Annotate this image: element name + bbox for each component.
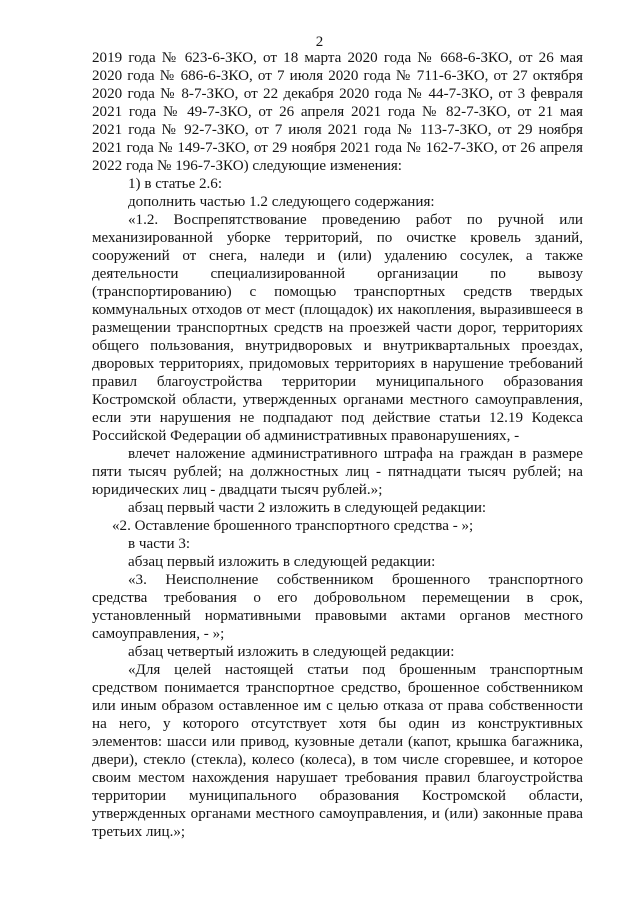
text-line: средством понимается транспортное средство, брошенное собственником [92, 680, 583, 696]
text-line: «3. Неисполнение собственником брошенного транспортного [128, 572, 583, 588]
text-line: пяти тысяч рублей; на должностных лиц - пятнадцати тысяч рублей; на [92, 464, 583, 480]
text-line: Российской Федерации об административных правонарушениях, - [92, 428, 520, 444]
text-line: дворовых территориях, придомовых территориях в нарушение требований [92, 356, 583, 372]
text-line: юридических лиц - двадцати тысяч рублей.»; [92, 482, 383, 498]
text-line: установленный нормативными правовыми актами органов местного [92, 608, 583, 624]
text-line: на него, у которого отсутствует хотя бы один из конструктивных [92, 716, 583, 732]
text-line: территории муниципального образования Костромской области, [92, 788, 583, 804]
text-line: общего пользования, внутридворовых и внутриквартальных проездах, [92, 338, 583, 354]
text-line: деятельности специализированной организации по вывозу [92, 266, 583, 282]
page-number: 2 [315, 34, 324, 50]
text-line: правил благоустройства территории муниципального образования [92, 374, 583, 390]
text-line: размещении транспортных средств на проезжей части дорог, территориях [92, 320, 583, 336]
text-line: (транспортированию) с помощью транспортных средств твердых [92, 284, 583, 300]
text-line: 1) в статье 2.6: [128, 176, 223, 192]
text-line: абзац первый изложить в следующей редакции: [128, 554, 436, 570]
text-line: 2021 года № 49-7-ЗКО, от 26 апреля 2021 года № 82-7-ЗКО, от 21 мая [92, 104, 583, 120]
text-line: если эти нарушения не подпадают под действие статьи 12.19 Кодекса [92, 410, 583, 426]
text-line: влечет наложение административного штрафа на граждан в размере [128, 446, 583, 462]
text-line: элементов: шасси или привод, кузовные детали (капот, крышка багажника, [92, 734, 583, 750]
text-line: абзац четвертый изложить в следующей редакции: [128, 644, 455, 660]
text-line: «2. Оставление брошенного транспортного средства - »; [112, 518, 474, 534]
text-line: третьих лиц.»; [92, 824, 186, 840]
text-line: коммунальных отходов от мест (площадок) их накопления, выразившееся в [92, 302, 583, 318]
text-line: 2022 года № 196-7-ЗКО) следующие изменения: [92, 158, 402, 174]
text-line: своим местом нахождения нарушает требования правил благоустройства [92, 770, 583, 786]
text-line: «1.2. Воспрепятствование проведению работ по ручной или [128, 212, 583, 228]
text-line: самоуправления, - »; [92, 626, 225, 642]
text-line: сооружений от снега, наледи и (или) удалению сосулек, а также [92, 248, 583, 264]
text-line: «Для целей настоящей статьи под брошенным транспортным [128, 662, 583, 678]
text-line: абзац первый части 2 изложить в следующей редакции: [128, 500, 487, 516]
text-line: дополнить частью 1.2 следующего содержания: [128, 194, 435, 210]
text-line: 2021 года № 149-7-ЗКО, от 29 ноября 2021 года № 162-7-ЗКО, от 26 апреля [92, 140, 583, 156]
text-line: 2020 года № 686-6-ЗКО, от 7 июля 2020 года № 711-6-ЗКО, от 27 октября [92, 68, 583, 84]
text-line: в части 3: [128, 536, 191, 552]
text-line: или иным образом оставленное им с целью отказа от права собственности [92, 698, 583, 714]
text-line: Костромской области, утвержденных органами местного самоуправления, [92, 392, 583, 408]
text-line: 2019 года № 623-6-ЗКО, от 18 марта 2020 года № 668-6-ЗКО, от 26 мая [92, 50, 583, 66]
text-line: 2021 года № 92-7-ЗКО, от 7 июля 2021 года № 113-7-ЗКО, от 29 ноября [92, 122, 583, 138]
text-line: утвержденных органами местного самоуправления, и (или) законные права [92, 806, 583, 822]
text-line: 2020 года № 8-7-ЗКО, от 22 декабря 2020 года № 44-7-ЗКО, от 3 февраля [92, 86, 583, 102]
text-line: двери), стекло (стекла), колесо (колеса), в том числе сгоревшее, и которое [92, 752, 583, 768]
text-line: средства требования о его добровольном перемещении в срок, [92, 590, 583, 606]
text-line: механизированной уборке территорий, по очистке кровель зданий, [92, 230, 583, 246]
